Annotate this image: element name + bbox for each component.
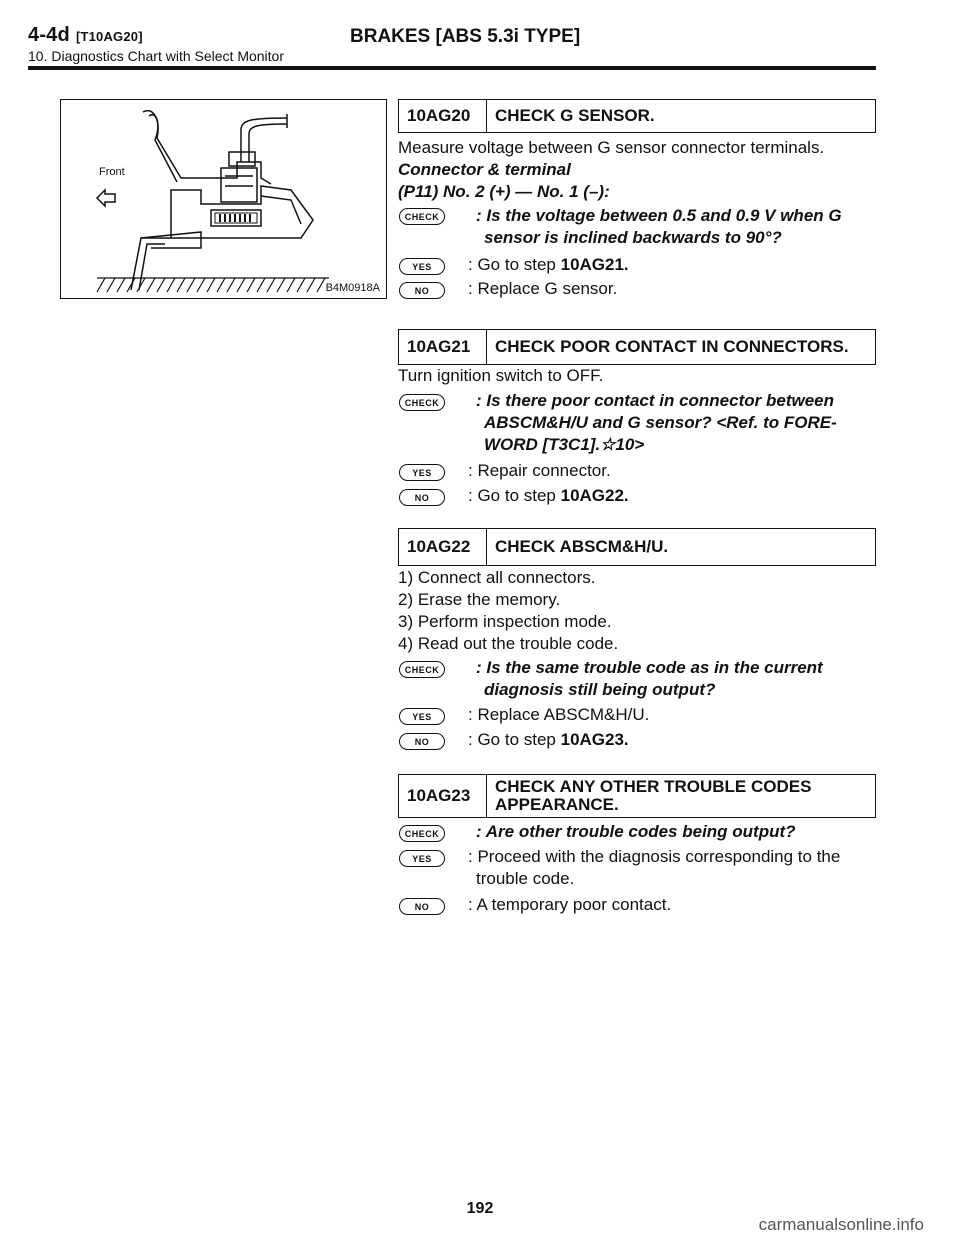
no-badge-icon: NO: [399, 733, 445, 750]
yes-badge-icon: YES: [399, 258, 445, 275]
check-question: : Is the same trouble code as in the current: [476, 658, 823, 677]
page-title: BRAKES [ABS 5.3i TYPE]: [350, 26, 581, 47]
step-instruction: Measure voltage between G sensor connector terminals.: [398, 138, 825, 157]
g-sensor-illustration: [61, 100, 385, 297]
no-action: : A temporary poor contact.: [468, 895, 672, 914]
step-title: CHECK POOR CONTACT IN CONNECTORS.: [495, 337, 849, 356]
step-code: 10AG20: [399, 100, 487, 132]
check-question: : Is the voltage between 0.5 and 0.9 V when G: [476, 206, 842, 225]
procedure-step: 1) Connect all connectors.: [398, 568, 596, 587]
step-code: 10AG23: [399, 775, 487, 817]
step-header-10ag23: [398, 774, 876, 818]
yes-action: : Replace ABSCM&H/U.: [468, 705, 650, 724]
check-question-cont: ABSCM&H/U and G sensor? <Ref. to FORE-: [484, 413, 837, 432]
check-badge-icon: CHECK: [399, 661, 445, 678]
check-badge-icon: CHECK: [399, 825, 445, 842]
page-number: 192: [466, 1200, 494, 1217]
yes-action: : Proceed with the diagnosis corresponding to the: [468, 847, 841, 866]
yes-badge-icon: YES: [399, 464, 445, 481]
header-rule: [28, 66, 876, 70]
step-code: 10AG22: [399, 529, 487, 565]
check-question-cont: WORD [T3C1].☆10>: [484, 435, 645, 454]
no-badge-icon: NO: [399, 282, 445, 299]
yes-action: : Go to step 10AG21.: [468, 255, 629, 274]
step-header-10ag22: [398, 528, 876, 566]
front-label: Front: [99, 166, 125, 178]
yes-action: : Repair connector.: [468, 461, 611, 480]
no-action: : Go to step 10AG23.: [468, 730, 629, 749]
g-sensor-figure: [60, 99, 387, 299]
check-question: : Are other trouble codes being output?: [476, 822, 796, 841]
procedure-step: 4) Read out the trouble code.: [398, 634, 619, 653]
procedure-step: 3) Perform inspection mode.: [398, 612, 612, 631]
step-title: CHECK ANY OTHER TROUBLE CODES APPEARANCE.: [495, 777, 812, 814]
yes-action-cont: trouble code.: [476, 869, 575, 888]
check-badge-icon: CHECK: [399, 394, 445, 411]
watermark: carmanualsonline.info: [758, 1215, 924, 1234]
yes-badge-icon: YES: [399, 850, 445, 867]
connector-label: Connector & terminal: [398, 160, 571, 179]
check-question: : Is there poor contact in connector between: [476, 391, 834, 410]
section-number: 4-4d [T10AG20]: [28, 24, 143, 46]
step-header-10ag21: [398, 329, 876, 365]
step-header-10ag20: [398, 99, 876, 133]
check-badge-icon: CHECK: [399, 208, 445, 225]
no-badge-icon: NO: [399, 898, 445, 915]
procedure-step: 2) Erase the memory.: [398, 590, 561, 609]
no-action: : Go to step 10AG22.: [468, 486, 629, 505]
no-badge-icon: NO: [399, 489, 445, 506]
step-instruction: Turn ignition switch to OFF.: [398, 366, 604, 385]
yes-badge-icon: YES: [399, 708, 445, 725]
figure-id: B4M0918A: [325, 282, 380, 294]
no-action: : Replace G sensor.: [468, 279, 618, 298]
page-subtitle: 10. Diagnostics Chart with Select Monitor: [28, 48, 284, 64]
check-question-cont: sensor is inclined backwards to 90°?: [484, 228, 782, 247]
check-question-cont: diagnosis still being output?: [484, 680, 716, 699]
step-title: CHECK G SENSOR.: [495, 106, 655, 125]
connector-terminals: (P11) No. 2 (+) — No. 1 (–):: [398, 182, 610, 201]
step-code: 10AG21: [399, 330, 487, 364]
step-title: CHECK ABSCM&H/U.: [495, 537, 669, 556]
section-code: [T10AG20]: [75, 29, 143, 44]
